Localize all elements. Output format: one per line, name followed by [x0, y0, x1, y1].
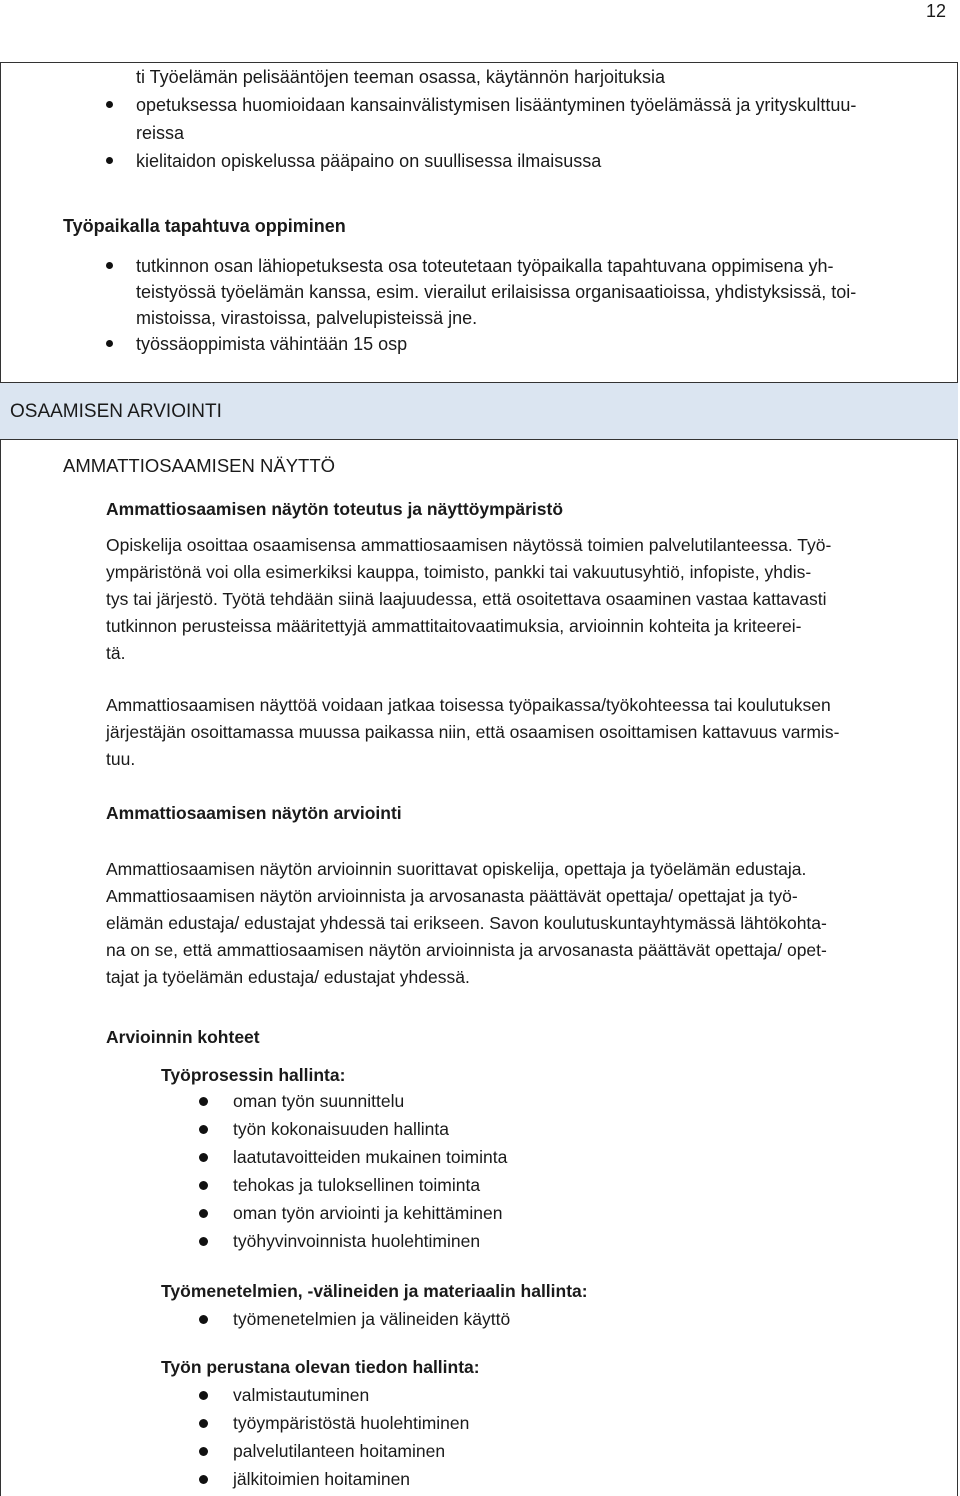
list-item-cont: mistoissa, virastoissa, palvelupisteissä jne. [136, 308, 478, 328]
bullet-icon [199, 1419, 208, 1428]
paragraph-line: ympäristönä voi olla esimerkiksi kauppa, toimisto, pankki tai vakuutusyhtiö, infopiste, yhdis- [106, 562, 812, 582]
list-item: kielitaidon opiskelussa pääpaino on suullisessa ilmaisussa [136, 151, 602, 171]
bullet-icon [199, 1181, 208, 1190]
list-item: opetuksessa huomioidaan kansainvälistymisen lisääntyminen työelämässä ja yrityskulttuu- [136, 95, 857, 115]
bullet-icon [199, 1237, 208, 1246]
paragraph-line: tys tai järjestö. Työtä tehdään siinä laajuudessa, että osoitettava osaaminen vastaa kattavasti [106, 589, 827, 609]
list-item: tehokas ja tuloksellinen toiminta [233, 1175, 481, 1195]
section-heading: Työpaikalla tapahtuva oppiminen [63, 216, 346, 236]
paragraph-line: Ammattiosaamisen näytön arvioinnista ja arvosanasta päättävät opettaja/ opettajat ja työ- [106, 886, 798, 906]
group-title: Työmenetelmien, -välineiden ja materiaalin hallinta: [161, 1281, 588, 1301]
group-title: Työn perustana olevan tiedon hallinta: [161, 1357, 480, 1377]
bullet-icon [106, 262, 113, 269]
bullet-icon [199, 1153, 208, 1162]
paragraph-line: Opiskelija osoittaa osaamisensa ammattiosaamisen näytössä toimien palvelutilanteessa. Työ- [106, 535, 832, 555]
paragraph-line: elämän edustaja/ edustajat yhdessä tai erikseen. Savon koulutuskuntayhtymässä lähtökohta- [106, 913, 827, 933]
list-item: laatutavoitteiden mukainen toiminta [233, 1147, 508, 1167]
bullet-icon [199, 1447, 208, 1456]
section-header-band [0, 382, 958, 440]
bullet-icon [106, 340, 113, 347]
list-item: työympäristöstä huolehtiminen [233, 1413, 470, 1433]
sub-heading: Arvioinnin kohteet [106, 1027, 260, 1047]
list-item: palvelutilanteen hoitaminen [233, 1441, 446, 1461]
continued-line: ti Työelämän pelisääntöjen teeman osassa, käytännön harjoituksia [136, 67, 665, 87]
paragraph-line: tajat ja työelämän edustaja/ edustajat yhdessä. [106, 967, 470, 987]
paragraph-line: järjestäjän osoittamassa muussa paikassa niin, että osaamisen osoittamisen kattavuus varmis- [106, 722, 840, 742]
list-item: työssäoppimista vähintään 15 osp [136, 334, 408, 354]
list-item-cont: reissa [136, 123, 185, 143]
bullet-icon [199, 1209, 208, 1218]
bullet-icon [199, 1475, 208, 1484]
list-item: tutkinnon osan lähiopetuksesta osa toteutetaan työpaikalla tapahtuvana oppimisena yh- [136, 256, 834, 276]
list-item: jälkitoimien hoitaminen [233, 1469, 411, 1489]
paragraph-line: na on se, että ammattiosaamisen näytön arvioinnista ja arvosanasta päättävät opettaja/ opet- [106, 940, 827, 960]
bullet-icon [199, 1315, 208, 1324]
section-header-title: OSAAMISEN ARVIOINTI [10, 401, 222, 422]
bullet-icon [106, 101, 113, 108]
paragraph-line: tuu. [106, 749, 136, 769]
bullet-icon [199, 1125, 208, 1134]
paragraph-line: Ammattiosaamisen näytön arvioinnin suorittavat opiskelija, opettaja ja työelämän edustaja. [106, 859, 807, 879]
list-item: työmenetelmien ja välineiden käyttö [233, 1309, 511, 1329]
paragraph-line: tä. [106, 643, 126, 663]
bullet-icon [106, 157, 113, 164]
bullet-icon [199, 1391, 208, 1400]
list-item: työhyvinvoinnista huolehtiminen [233, 1231, 481, 1251]
sub-heading: Ammattiosaamisen näytön toteutus ja näyttöympäristö [106, 499, 564, 519]
list-item: oman työn arviointi ja kehittäminen [233, 1203, 503, 1223]
list-item: työn kokonaisuuden hallinta [233, 1119, 449, 1139]
sub-heading: Ammattiosaamisen näytön arviointi [106, 803, 402, 823]
page-number: 12 [925, 1, 946, 21]
list-item: valmistautuminen [233, 1385, 370, 1405]
paragraph-line: Ammattiosaamisen näyttöä voidaan jatkaa toisessa työpaikassa/työkohteessa tai koulutuksen [106, 695, 831, 715]
list-item: oman työn suunnittelu [233, 1091, 405, 1111]
paragraph-line: tutkinnon perusteissa määritettyjä ammattitaitovaatimuksia, arvioinnin kohteita ja kriteerei- [106, 616, 802, 636]
bullet-icon [199, 1097, 208, 1106]
list-item-cont: teistyössä työelämän kanssa, esim. vierailut erilaisissa organisaatioissa, yhdistyksissä, toi- [136, 282, 857, 302]
group-title: Työprosessin hallinta: [161, 1065, 346, 1085]
subsection-heading: AMMATTIOSAAMISEN NÄYTTÖ [63, 455, 336, 476]
